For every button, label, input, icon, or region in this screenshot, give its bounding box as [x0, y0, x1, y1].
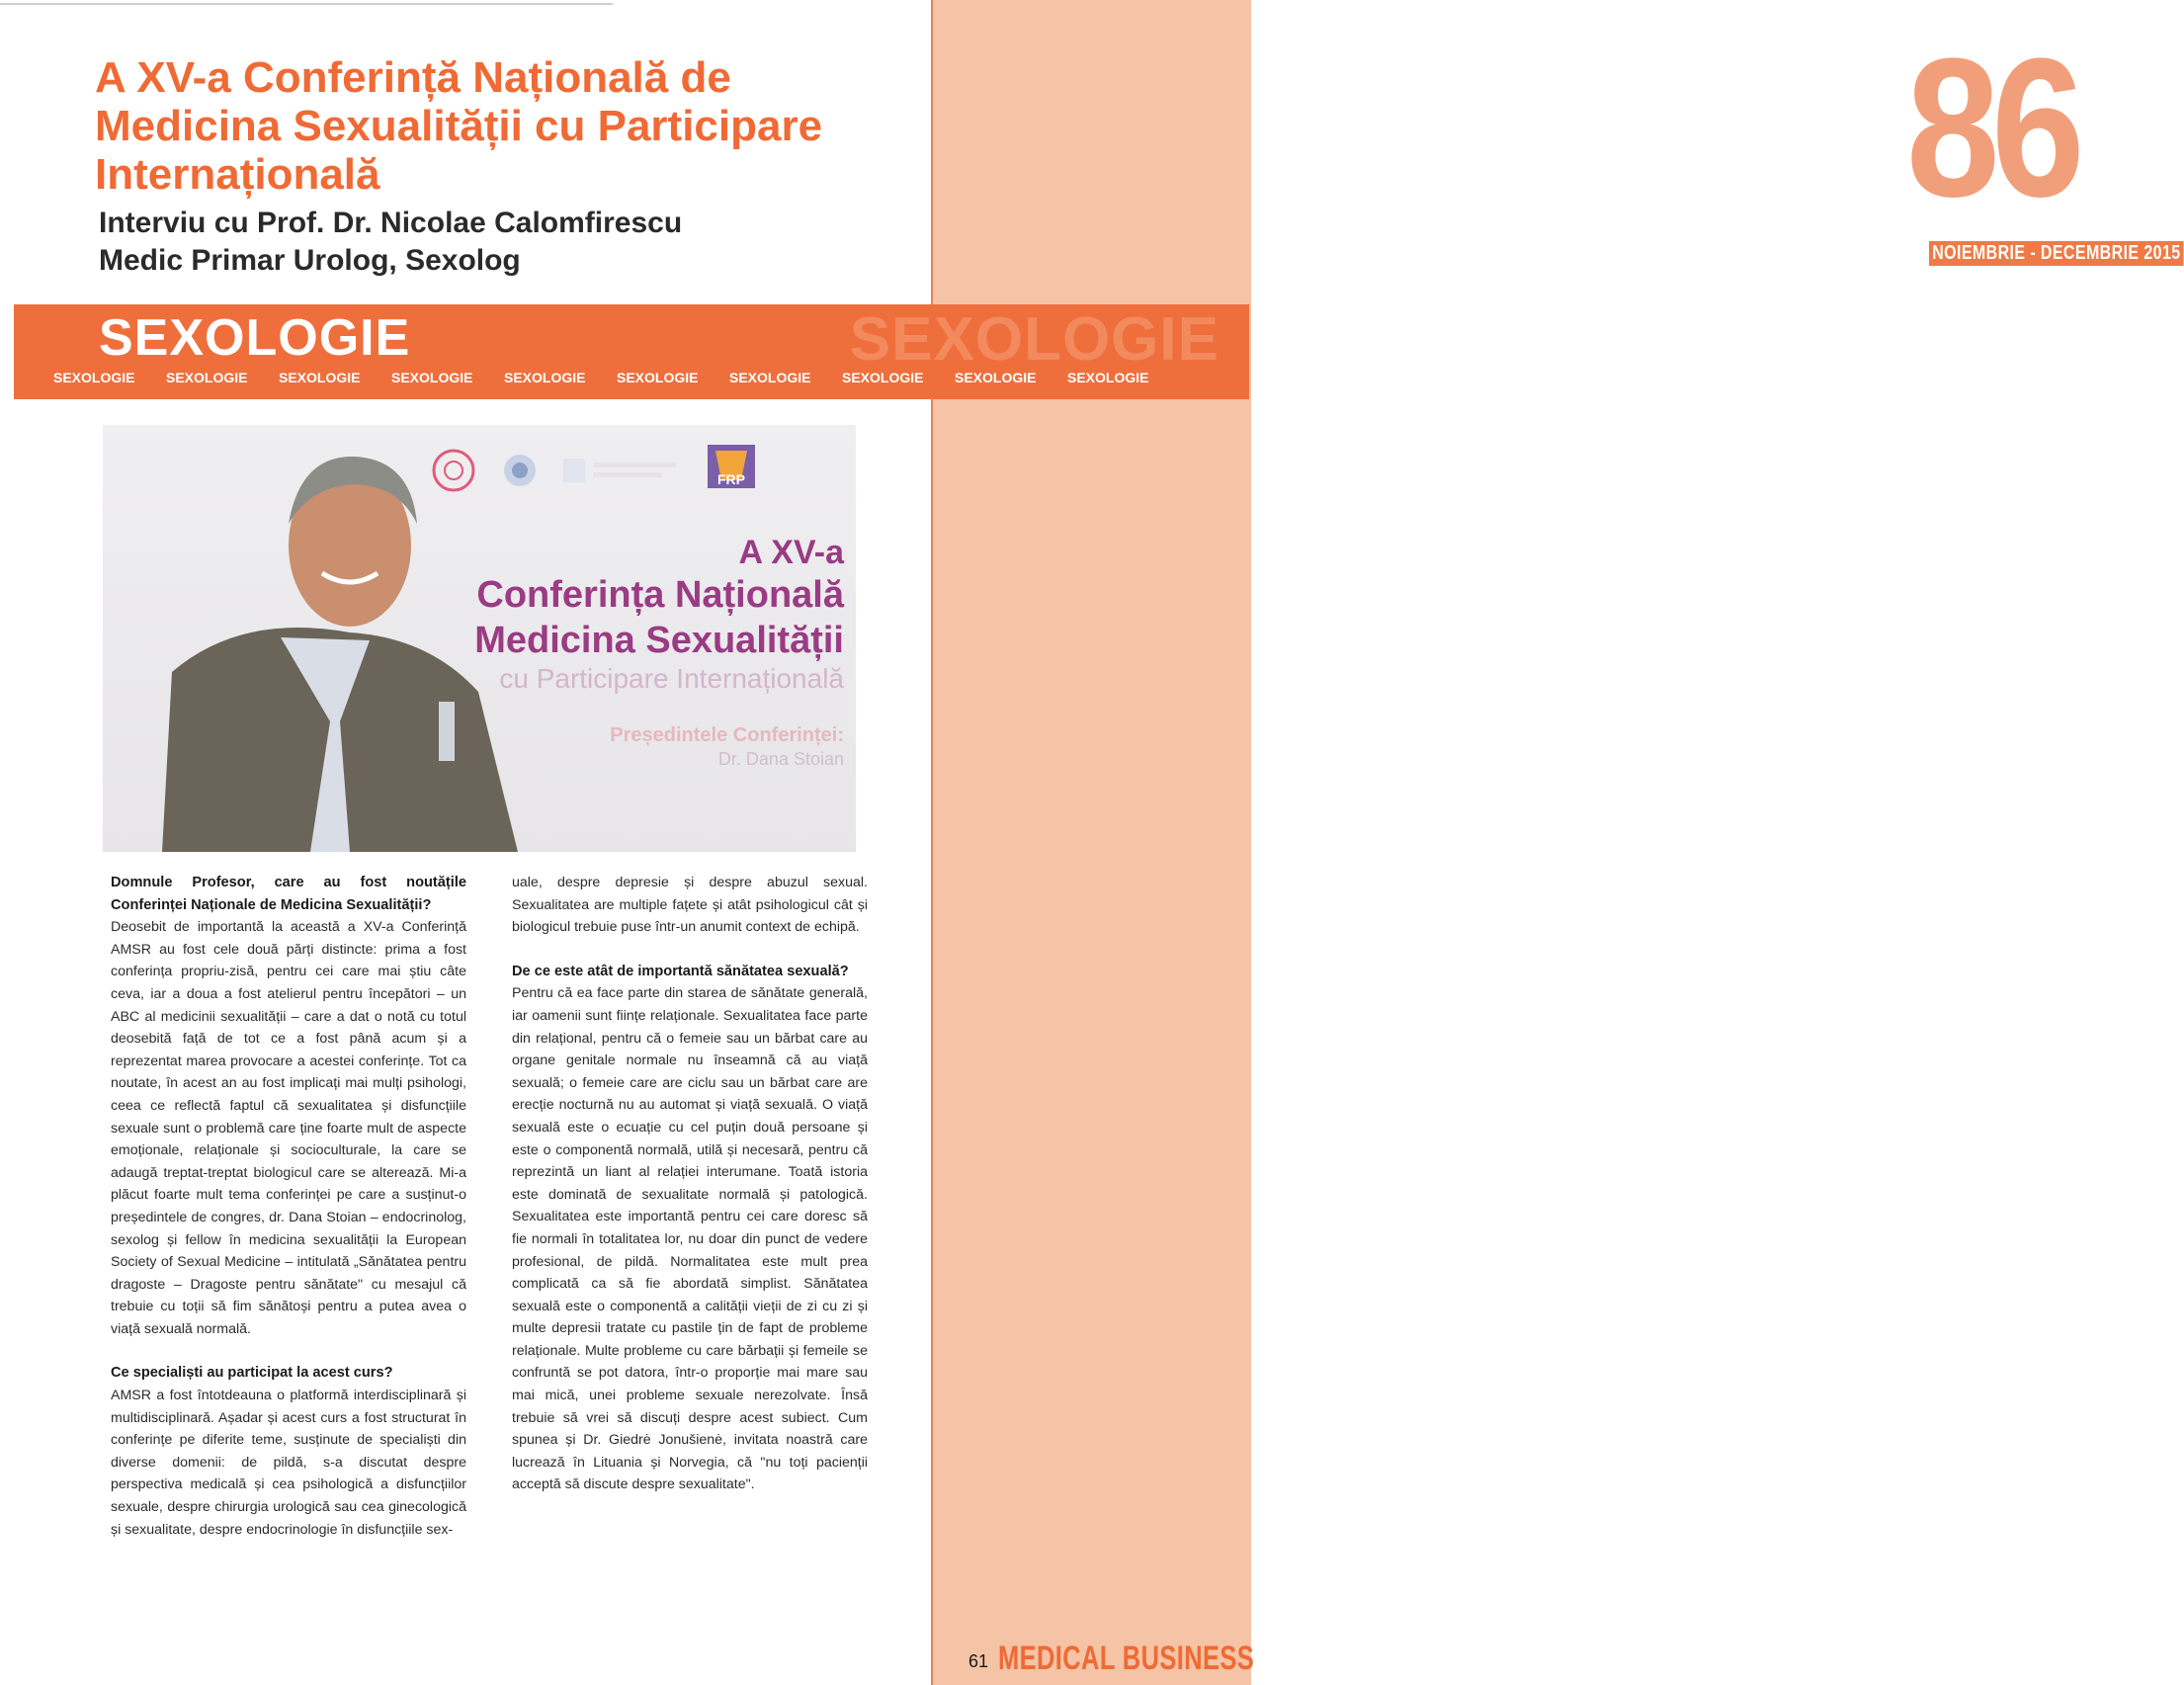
- section-title: SEXOLOGIE: [99, 309, 411, 367]
- section-repeat-label: SEXOLOGIE: [279, 370, 361, 385]
- association-logo-icon: [561, 451, 680, 490]
- answer-noutati: Deosebit de importantă la această a XV-a Conferință AMSR au fost cele două părți distincte: prima a fost conferința propriu-zisă, pentru cei care mai știu câte ceva, iar a doua a fost atelierul pentru începători – un ABC al medicinii sexualității – care a dat o notă cu totul deosebită față de tot ce a fost până acum și a reprezentat marea provocare a acestei conferințe. Tot ca noutate, în acest an au fost implicați mai mulți psihologi, ceea ce reflectă faptul că sexualitatea și disfuncțiile sexuale sunt o problemă care ține foarte mult de aspecte emoționale, relaționale și socioculturale, la care se adaugă treptat-treptat biologicul care se alterează. Mi-a plăcut foarte mult tema conferinței pe care a susținut-o președintele de congres, dr. Dana Stoian – endocrinolog, sexolog și fellow în medicina sexualității la European Society of Sexual Medicine – intitulată „Sănătatea pentru dragoste – Dragoste pentru sănătate" cu mesajul că trebuie cu toții să fim sănătoși pentru a putea avea o viață sexuală normală.: [111, 919, 466, 1337]
- section-band: [14, 304, 1249, 399]
- specialty-line: Medic Primar Urolog, Sexolog: [99, 244, 521, 277]
- section-repeat-label: SEXOLOGIE: [166, 370, 248, 385]
- top-rule: [0, 3, 613, 5]
- banner-participation: cu Participare Internațională: [499, 663, 844, 694]
- section-repeat-label: SEXOLOGIE: [729, 370, 811, 385]
- article-column-right: [512, 872, 868, 1496]
- answer-sanatate-sexuala: Pentru că ea face parte din starea de sănătate generală, iar oamenii sunt ființe relaționale. Sexualitatea face parte din relațional, pentru că o femeie sau un bărbat care au organe genitale normale nu înseamnă că au viață sexuală; o femeie care are ciclu sau un bărbat care are erecție nocturnă nu au automat și viață sexuală. O viață sexuală este o ecuație cu cel puțin două persoane și este o componentă normală, utilă și necesară, pentru că reprezintă un liant al relației interumane. Toată istoria este dominată de sexualitate normală și patologică. Sexualitatea este importantă pentru cei care doresc să fie normali în totalitatea lor, nu doar din punct de vedere profesional, de pildă. Normalitatea este mult prea complicată ca să fie abordată simplist. Sănătatea sexuală este o componentă a calității vieții de zi cu zi și multe depresii tratate cu pastile țin de fapt de probleme relaționale. Multe probleme cu care bărbații și femeile se confruntă se pot datora, într-o proporție mai mare sau mai mică, unei probleme sexuale nerezolvate. Însă trebuie să vrei să discuți despre acest subiect. Cum spunea și Dr. Giedrė Jonušienė, invitata noastră care lucrează în Lituania și Norvegia, că "nu toți pacienții acceptă să discute despre sexualitate".: [512, 985, 868, 1493]
- issue-date: NOIEMBRIE - DECEMBRIE 2015: [1929, 241, 2184, 266]
- article-subtitle: [99, 205, 889, 280]
- frp-logo-text: FRP: [717, 471, 745, 487]
- banner-conference: Conferința Națională: [476, 574, 844, 616]
- section-repeat-label: SEXOLOGIE: [617, 370, 699, 385]
- banner-edition: A XV-a: [738, 534, 844, 571]
- interview-line: Interviu cu Prof. Dr. Nicolae Calomfirescu: [99, 207, 683, 239]
- question-specialisti: Ce specialiști au participat la acest curs?: [111, 1365, 393, 1382]
- question-noutati: Domnule Profesor, care au fost noutățile Conferinței Naționale de Medicina Sexualității?: [111, 875, 466, 913]
- issue-sidebar: [931, 0, 2181, 1685]
- section-repeat-label: SEXOLOGIE: [842, 370, 924, 385]
- interview-photo: [103, 425, 856, 852]
- answer-specialisti-continued: uale, despre depresie și despre abuzul sexual. Sexualitatea are multiple fațete și atât psihologicul cât și biologicul trebuie puse într-un anumit context de echipă.: [512, 875, 868, 936]
- page-number: 61: [968, 1651, 989, 1671]
- banner-president-label: Președintele Conferinței:: [610, 724, 844, 746]
- issue-number: 86: [1906, 18, 2077, 238]
- answer-specialisti: AMSR a fost întotdeauna o platformă interdisciplinară și multidisciplinară. Așadar și acest curs a fost structurat în conferințe pe diferite teme, susținute de specialiști din diverse domenii: de pildă, s-a discutat despre perspectiva medicală și cea psihologică a disfuncțiilor sexuale, despre chirurgia urologică sau cea ginecologică și sexualitate, despre endocrinologie în disfuncțiile sex-: [111, 1388, 466, 1538]
- section-repeat-label: SEXOLOGIE: [1067, 370, 1149, 385]
- section-repeat-label: SEXOLOGIE: [955, 370, 1037, 385]
- article-column-left: [111, 872, 466, 1541]
- banner-medicine: Medicina Sexualității: [474, 620, 844, 661]
- section-repeat-label: SEXOLOGIE: [391, 370, 473, 385]
- frp-logo-icon: [702, 441, 761, 500]
- magazine-brand: MEDICAL BUSINESS: [998, 1640, 1255, 1677]
- professor-portrait: [103, 425, 567, 852]
- question-sanatate-sexuala: De ce este atât de importantă sănătatea sexuală?: [512, 963, 849, 979]
- banner-president-name: Dr. Dana Stoian: [717, 749, 844, 769]
- section-repeat-strip: [53, 370, 1180, 385]
- section-repeat-label: SEXOLOGIE: [504, 370, 586, 385]
- article-title: A XV-a Conferință Națională de Medicina Sexualității cu Participare Internațională: [95, 53, 823, 199]
- section-repeat-label: SEXOLOGIE: [53, 370, 135, 385]
- section-ghost-text: SEXOLOGIE: [849, 305, 1219, 374]
